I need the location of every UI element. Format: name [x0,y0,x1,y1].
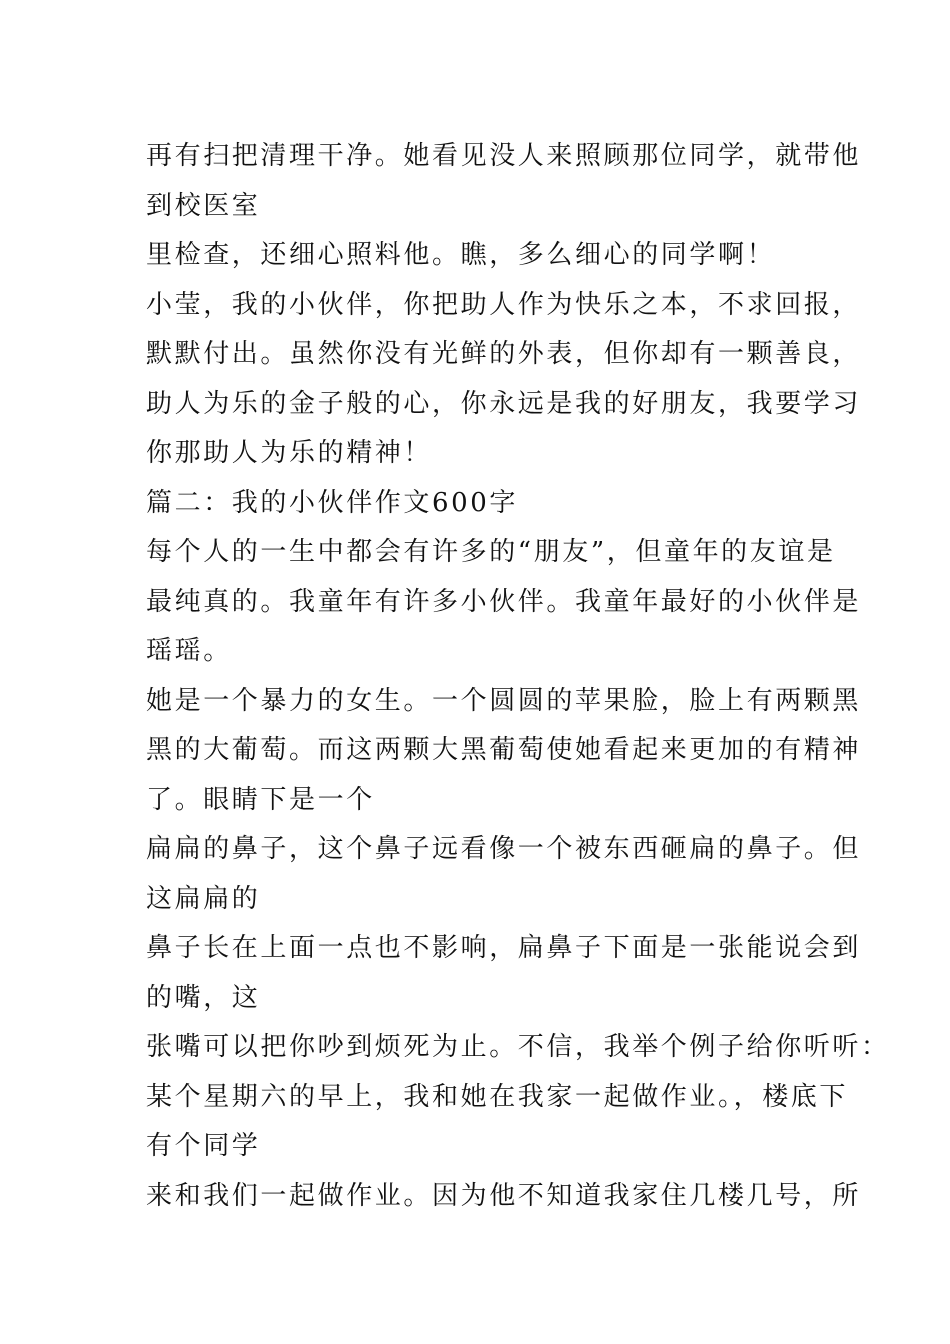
text-line: 小莹，我的小伙伴，你把助人作为快乐之本，不求回报， [146,289,862,320]
text-line: 鼻子长在上面一点也不影响，扁鼻子下面是一张能说会到 [146,933,862,963]
text-line: 来和我们一起做作业。因为他不知道我家住几楼几号，所 [146,1180,862,1211]
text-line: 默默付出。虽然你没有光鲜的外表，但你却有一颗善良， [146,339,862,369]
text-line: 黑的大葡萄。而这两颗大黑葡萄使她看起来更加的有精神 [146,735,862,765]
text-line: 张嘴可以把你吵到烦死为止。不信，我举个例子给你听听： [146,1032,890,1062]
text-line: 瑶瑶。 [146,636,232,666]
text-line: 助人为乐的金子般的心，你永远是我的好朋友，我要学习 [146,388,862,419]
text-line: 每个人的一生中都会有许多的“朋友”，但童年的友谊是 [146,537,836,567]
text-line: 的嘴，这 [146,982,261,1013]
document-body [146,132,890,1221]
text-line: 某个星期六的早上，我和她在我家一起做作业。，楼底下 [146,1081,849,1112]
text-line: 她是一个暴力的女生。一个圆圆的苹果脸，脸上有两颗黑 [146,685,862,716]
text-line: 到校医室 [146,190,261,221]
text-line: 你那助人为乐的精神！ [146,438,433,468]
text-line: 扁扁的鼻子，这个鼻子远看像一个被东西砸扁的鼻子。但 [146,834,862,864]
text-line: 了。眼睛下是一个 [146,784,375,815]
text-line: 这扁扁的 [146,883,261,914]
text-line: 有个同学 [146,1131,261,1161]
text-line: 里检查，还细心照料他。瞧，多么细心的同学啊！ [146,240,776,270]
text-line: 最纯真的。我童年有许多小伙伴。我童年最好的小伙伴是 [146,586,862,617]
section-heading: 篇二：我的小伙伴作文600字 [146,487,519,518]
text-line: 再有扫把清理干净。她看见没人来照顾那位同学，就带他 [146,141,862,171]
